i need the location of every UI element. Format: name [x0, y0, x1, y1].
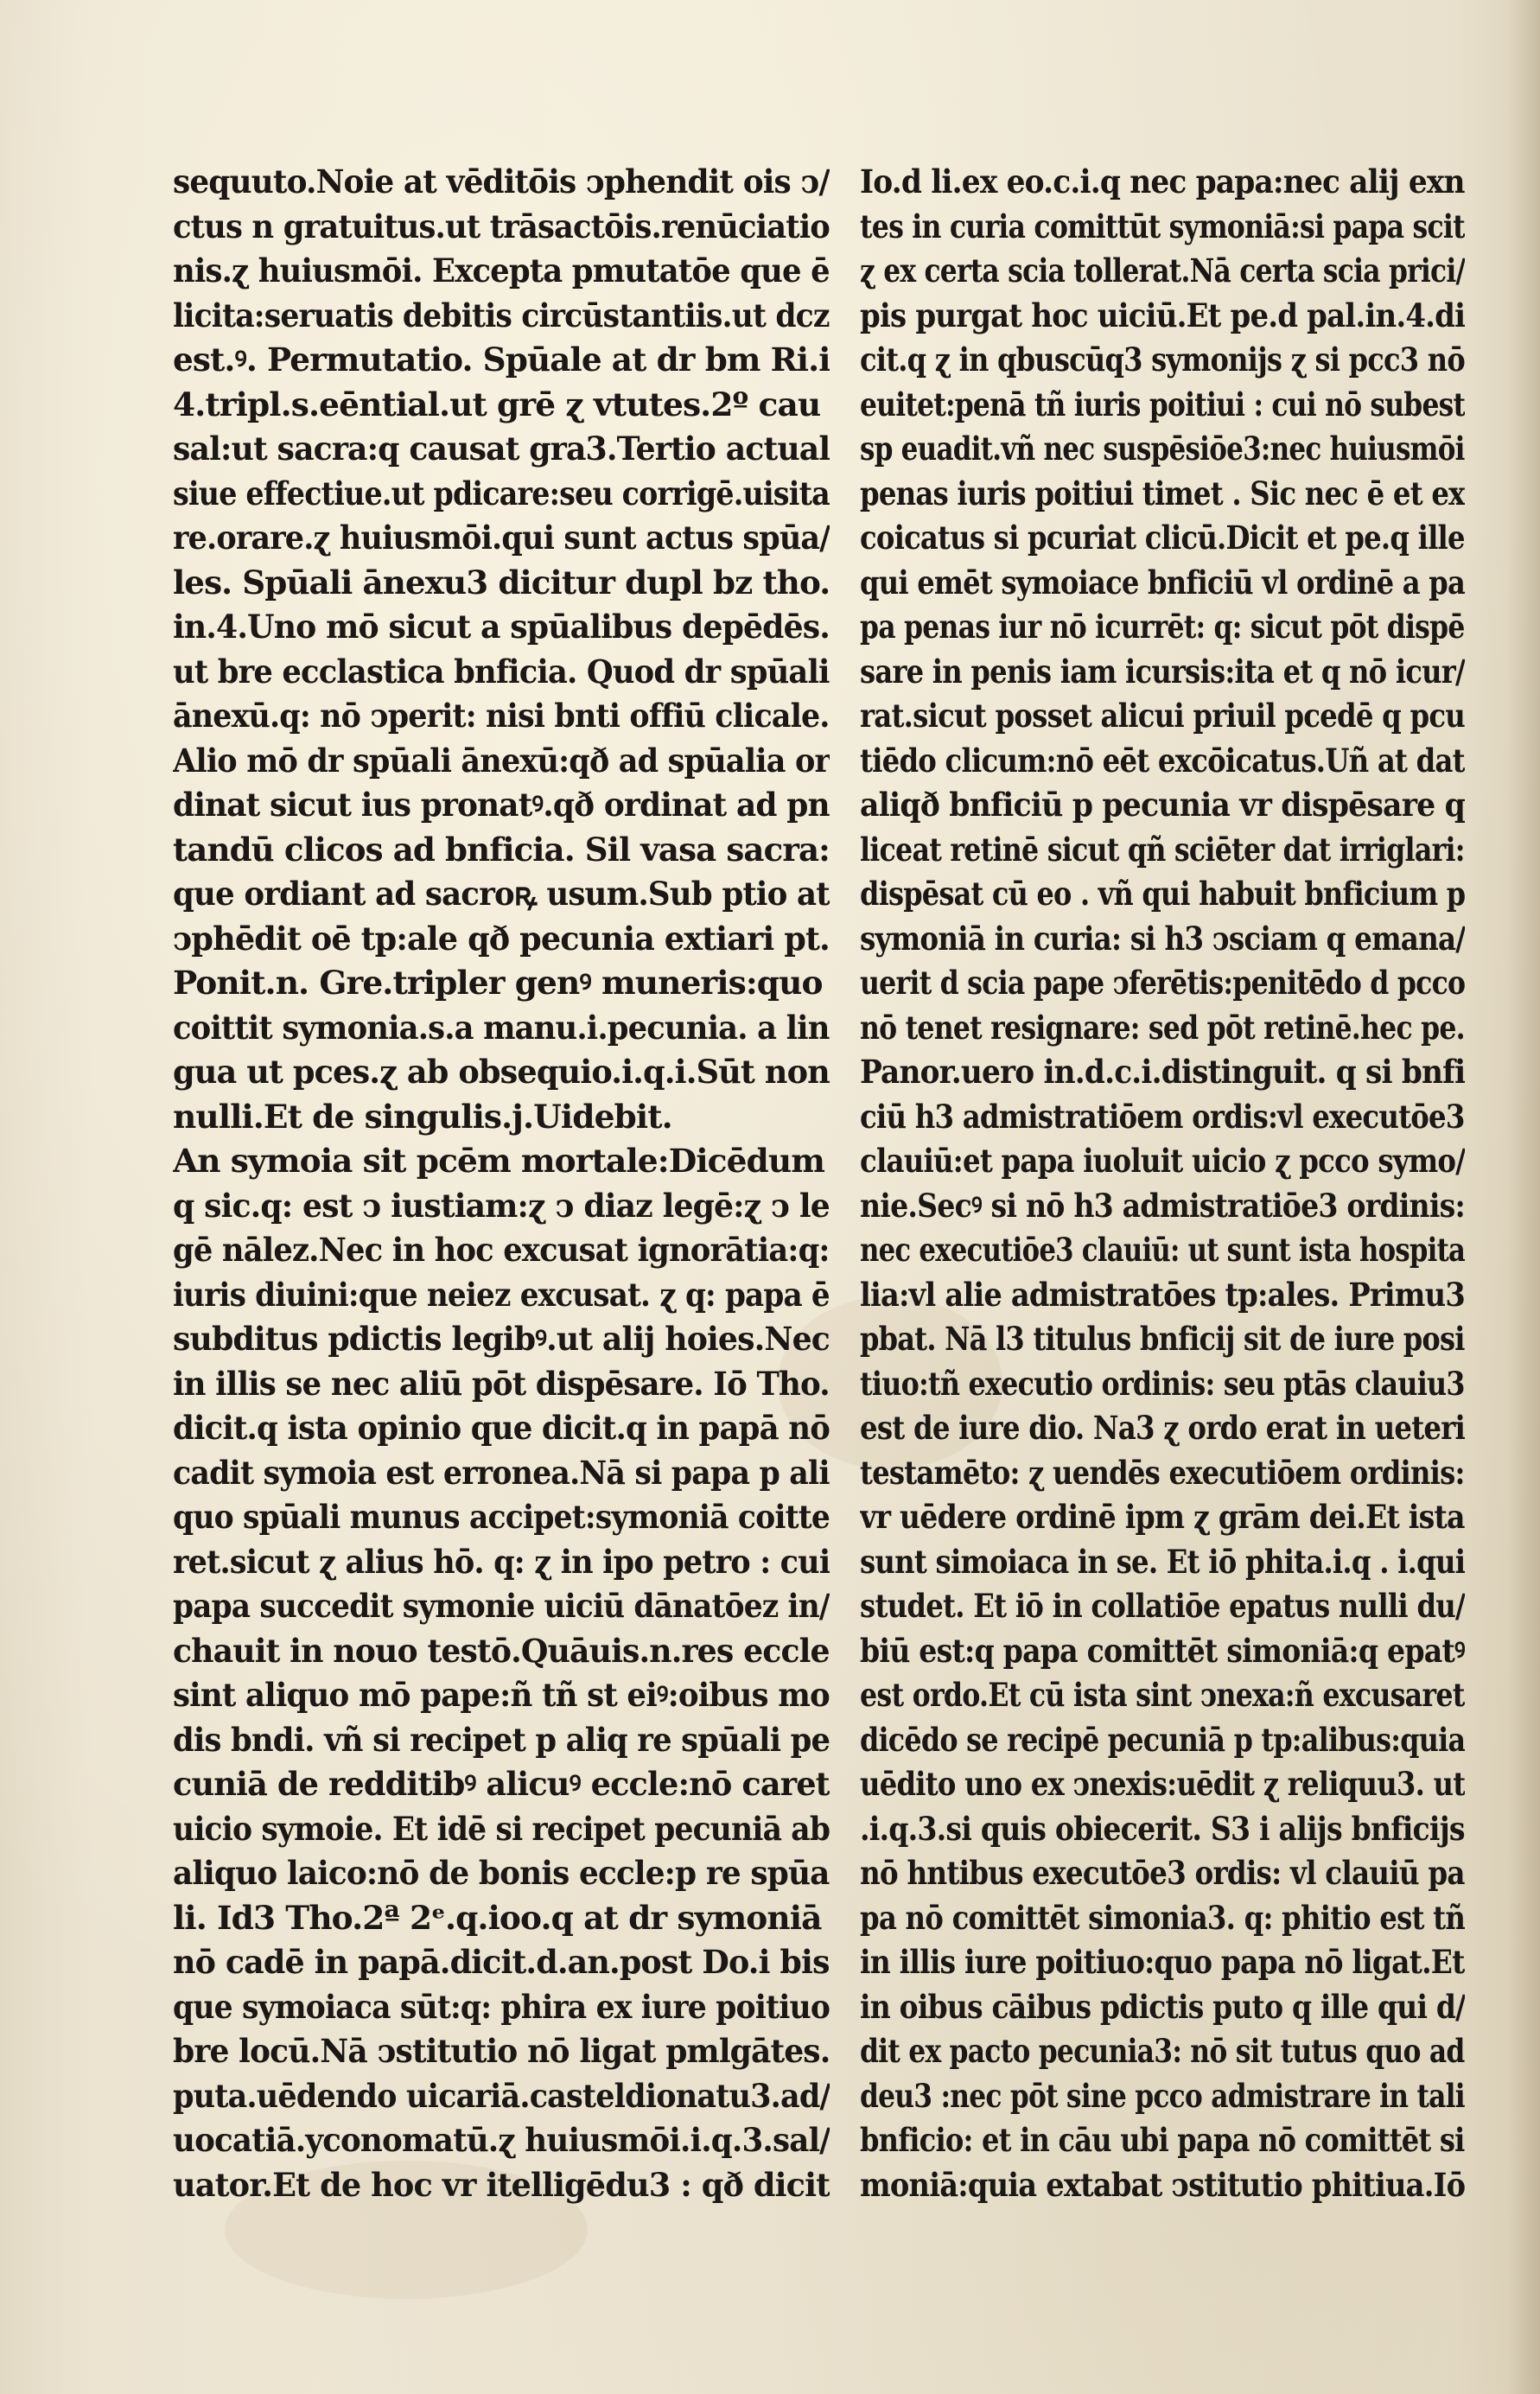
- text-line: cit.q ɀ in qbuscūq3 symonijs ɀ si pcc3 nō: [860, 341, 1465, 379]
- text-line: subditus pdictis legibꝰ.ut alij hoies.Nec: [173, 1320, 830, 1358]
- text-line: tiēdo clicum:nō eēt excōicatus.Uñ at dat: [860, 741, 1465, 780]
- text-line: licita:seruatis debitis circūstantiis.ut dcz: [173, 296, 830, 334]
- text-line: dit ex pacto pecunia3: nō sit tutus quo ad: [860, 2032, 1465, 2070]
- text-line: tes in curia comittūt symoniā:si papa scit: [860, 207, 1465, 245]
- text-line: symoniā in curia: si h3 ↄsciam q emana/: [860, 919, 1465, 958]
- text-line: deu3 :nec pōt sine pcco admistrare in tali: [860, 2076, 1465, 2115]
- text-line: moniā:quia extabat ↄstitutio phitiua.Iō: [860, 2165, 1465, 2204]
- text-line: cadit symoia est erronea.Nā si papa p ali: [173, 1453, 830, 1492]
- text-line: in illis se nec aliū pōt dispēsare. Iō Tho.: [173, 1364, 830, 1403]
- text-line: rat.sicut posset alicui priuil pcedē q pcu: [860, 697, 1465, 735]
- text-line: les. Spūali ānexu3 dicitur dupl bz tho.: [173, 563, 830, 602]
- text-line: dicēdo se recipē pecuniā p tp:alibus:quia: [860, 1720, 1465, 1759]
- text-line: biū est:q papa comittēt simoniā:q epatꝰ: [860, 1631, 1465, 1670]
- text-line: Alio mō dr spūali ānexū:qð ad spūalia or: [173, 741, 830, 780]
- text-line: in illis iure poitiuo:quo papa nō ligat.Et: [860, 1943, 1465, 1981]
- text-line: lia:vl alie admistratōes tp:ales. Primu3: [860, 1275, 1465, 1314]
- text-line: euitet:penā tñ iuris poitiui : cui nō subest: [860, 385, 1465, 423]
- text-line: nis.ɀ huiusmōi. Excepta pmutatōe que ē: [173, 251, 830, 290]
- text-line: ut bre ecclastica bnficia. Quod dr spūali: [173, 652, 830, 691]
- text-line: nō tenet resignare: sed pōt retinē.hec pe.: [860, 1008, 1465, 1047]
- text-line: uēdito uno ex ↄnexis:uēdit ɀ reliquu3. ut: [860, 1765, 1465, 1803]
- text-line: nie.Secꝰ si nō h3 admistratiōe3 ordinis:: [860, 1186, 1465, 1225]
- text-line: nō hntibus executōe3 ordis: vl clauiū pa: [860, 1854, 1465, 1892]
- text-line: tandū clicos ad bnficia. Sil vasa sacra:: [173, 830, 830, 869]
- text-line: dis bndi. vñ si recipet p aliq re spūali pe: [173, 1720, 830, 1759]
- text-line: sal:ut sacra:q causat gra3.Tertio actual: [173, 430, 830, 468]
- text-line: siue effectiue.ut pdicare:seu corrigē.uisita: [173, 474, 830, 513]
- text-line: est ordo.Et cū ista sint ↄnexa:ñ excusaret: [860, 1676, 1465, 1714]
- text-line: coicatus si pcuriat clicū.Dicit et pe.q ille: [860, 519, 1465, 557]
- text-line: uicio symoie. Et idē si recipet pecuniā ab: [173, 1809, 830, 1848]
- text-line: bnficio: et in cāu ubi papa nō comittēt si: [860, 2121, 1465, 2159]
- text-line: ciū h3 admistratiōem ordis:vl executōe3: [860, 1097, 1465, 1136]
- text-line: ānexū.q: nō ↄperit: nisi bnti offiū clicale.: [173, 697, 830, 735]
- text-line: in oibus cāibus pdictis puto q ille qui d/: [860, 1987, 1465, 2026]
- text-line: chauit in nouo testō.Quāuis.n.res eccle: [173, 1631, 830, 1670]
- text-line: cuniā de redditibꝰ alicuꝰ eccle:nō caret: [173, 1765, 830, 1803]
- text-line: que symoiaca sūt:q: phira ex iure poitiuo: [173, 1987, 830, 2026]
- text-line: que ordiant ad sacroꝶ usum.Sub ptio at: [173, 875, 830, 913]
- text-line: li. Id3 Tho.2ª 2ᵉ.q.ioo.q at dr symoniā: [173, 1898, 822, 1937]
- text-line: dinat sicut ius pronatꝰ.qð ordinat ad pn: [173, 786, 830, 824]
- text-line: nō cadē in papā.dicit.d.an.post Do.i bis: [173, 1943, 830, 1981]
- text-line: An symoia sit pcēm mortale:Dicēdum: [173, 1142, 825, 1180]
- text-line: re.orare.ɀ huiusmōi.qui sunt actus spūa/: [173, 519, 830, 557]
- text-line: aliquo laico:nō de bonis eccle:p re spūa: [173, 1854, 830, 1892]
- text-line: Ponit.n. Gre.tripler genꝰ muneris:quo: [173, 964, 823, 1002]
- text-line: quo spūali munus accipet:symoniā coitte: [173, 1498, 830, 1536]
- text-line: uerit d scia pape ↄferētis:penitēdo d pcco: [860, 964, 1465, 1002]
- text-line: sequuto.Noie at vēditōis ↄphendit ois ↄ/: [173, 162, 830, 201]
- text-line: sunt simoiaca in se. Et iō phita.i.q . i.qui: [860, 1542, 1465, 1581]
- text-line: q sic.q: est ↄ iustiam:ɀ ↄ diaz legē:ɀ ↄ le: [173, 1186, 830, 1225]
- text-line: uocatiā.yconomatū.ɀ huiusmōi.i.q.3.sal/: [173, 2121, 830, 2159]
- text-line: studet. Et iō in collatiōe epatus nulli du/: [860, 1587, 1465, 1625]
- text-line: dicit.q ista opinio que dicit.q in papā nō: [173, 1409, 830, 1447]
- text-line: bre locū.Nā ↄstitutio nō ligat pmlgātes.: [173, 2032, 830, 2070]
- text-line: clauiū:et papa iuoluit uicio ɀ pcco symo/: [860, 1142, 1465, 1180]
- text-line: tiuo:tñ executio ordinis: seu ptās clauiu3: [860, 1364, 1465, 1403]
- text-line: est de iure dio. Na3 ɀ ordo erat in ueteri: [860, 1409, 1465, 1447]
- right-text-column: [860, 160, 1465, 2204]
- text-line: pbat. Nā l3 titulus bnficij sit de iure posi: [860, 1320, 1465, 1358]
- text-line: dispēsat cū eo . vñ qui habuit bnficium p: [860, 875, 1465, 913]
- text-line: gua ut pces.ɀ ab obsequio.i.q.i.Sūt non: [173, 1053, 830, 1091]
- text-line: pis purgat hoc uiciū.Et pe.d pal.in.4.di: [860, 296, 1465, 334]
- text-line: vr uēdere ordinē ipm ɀ grām dei.Et ista: [860, 1498, 1465, 1536]
- text-line: uator.Et de hoc vr itelligēdu3 : qð dicit: [173, 2165, 830, 2204]
- text-line: 4.tripl.s.eēntial.ut grē ɀ vtutes.2º cau: [173, 385, 821, 423]
- text-line: sint aliquo mō pape:ñ tñ st eiꝰ:oibus mo: [173, 1676, 830, 1714]
- text-line: pa penas iur nō icurrēt: q: sicut pōt dispē: [860, 608, 1465, 646]
- text-line: ↄphēdit oē tp:ale qð pecunia extiari pt.: [173, 919, 830, 958]
- text-line: Io.d li.ex eo.c.i.q nec papa:nec alij exn: [860, 162, 1465, 201]
- text-line: ctus n gratuitus.ut trāsactōis.renūciatio: [173, 207, 830, 245]
- text-line: penas iuris poitiui timet . Sic nec ē et ex: [860, 474, 1465, 513]
- left-text-column: [173, 160, 830, 2204]
- text-line: liceat retinē sicut qñ sciēter dat irriglari:: [860, 830, 1465, 869]
- text-line: puta.uēdendo uicariā.casteldionatu3.ad/: [173, 2076, 830, 2115]
- text-line: gē nālez.Nec in hoc excusat ignorātia:q:: [173, 1231, 830, 1269]
- text-line: .i.q.3.si quis obiecerit. S3 i alijs bnficijs: [860, 1809, 1465, 1848]
- text-line: ɀ ex certa scia tollerat.Nā certa scia prici/: [860, 251, 1465, 290]
- text-line: nec executiōe3 clauiū: ut sunt ista hospita: [860, 1231, 1465, 1269]
- page-edge-shadow: [1507, 0, 1540, 2394]
- text-line: aliqð bnficiū p pecunia vr dispēsare q: [860, 786, 1465, 824]
- text-line: sare in penis iam icursis:ita et q nō icur/: [860, 652, 1465, 691]
- text-line: testamēto: ɀ uendēs executiōem ordinis:: [860, 1453, 1465, 1492]
- text-line: in.4.Uno mō sicut a spūalibus depēdēs.: [173, 608, 830, 646]
- text-line: iuris diuini:que neiez excusat. ɀ q: papa ē: [173, 1275, 830, 1314]
- text-line: Panor.uero in.d.c.i.distinguit. q si bnfi: [860, 1053, 1465, 1091]
- text-line: pa nō comittēt simonia3. q: phitio est tñ: [860, 1898, 1465, 1937]
- text-line: nulli.Et de singulis.j.Uidebit.: [173, 1097, 672, 1136]
- text-line: qui emēt symoiace bnficiū vl ordinē a pa: [860, 563, 1465, 602]
- text-line: coittit symonia.s.a manu.i.pecunia. a lin: [173, 1008, 830, 1047]
- text-line: papa succedit symonie uiciū dānatōez in/: [173, 1587, 830, 1625]
- text-line: ret.sicut ɀ alius hō. q: ɀ in ipo petro : cui: [173, 1542, 830, 1581]
- text-line: sp euadit.vñ nec suspēsiōe3:nec huiusmōi: [860, 430, 1465, 468]
- text-line: est.ꝰ. Permutatio. Spūale at dr bm Ri.i: [173, 341, 830, 379]
